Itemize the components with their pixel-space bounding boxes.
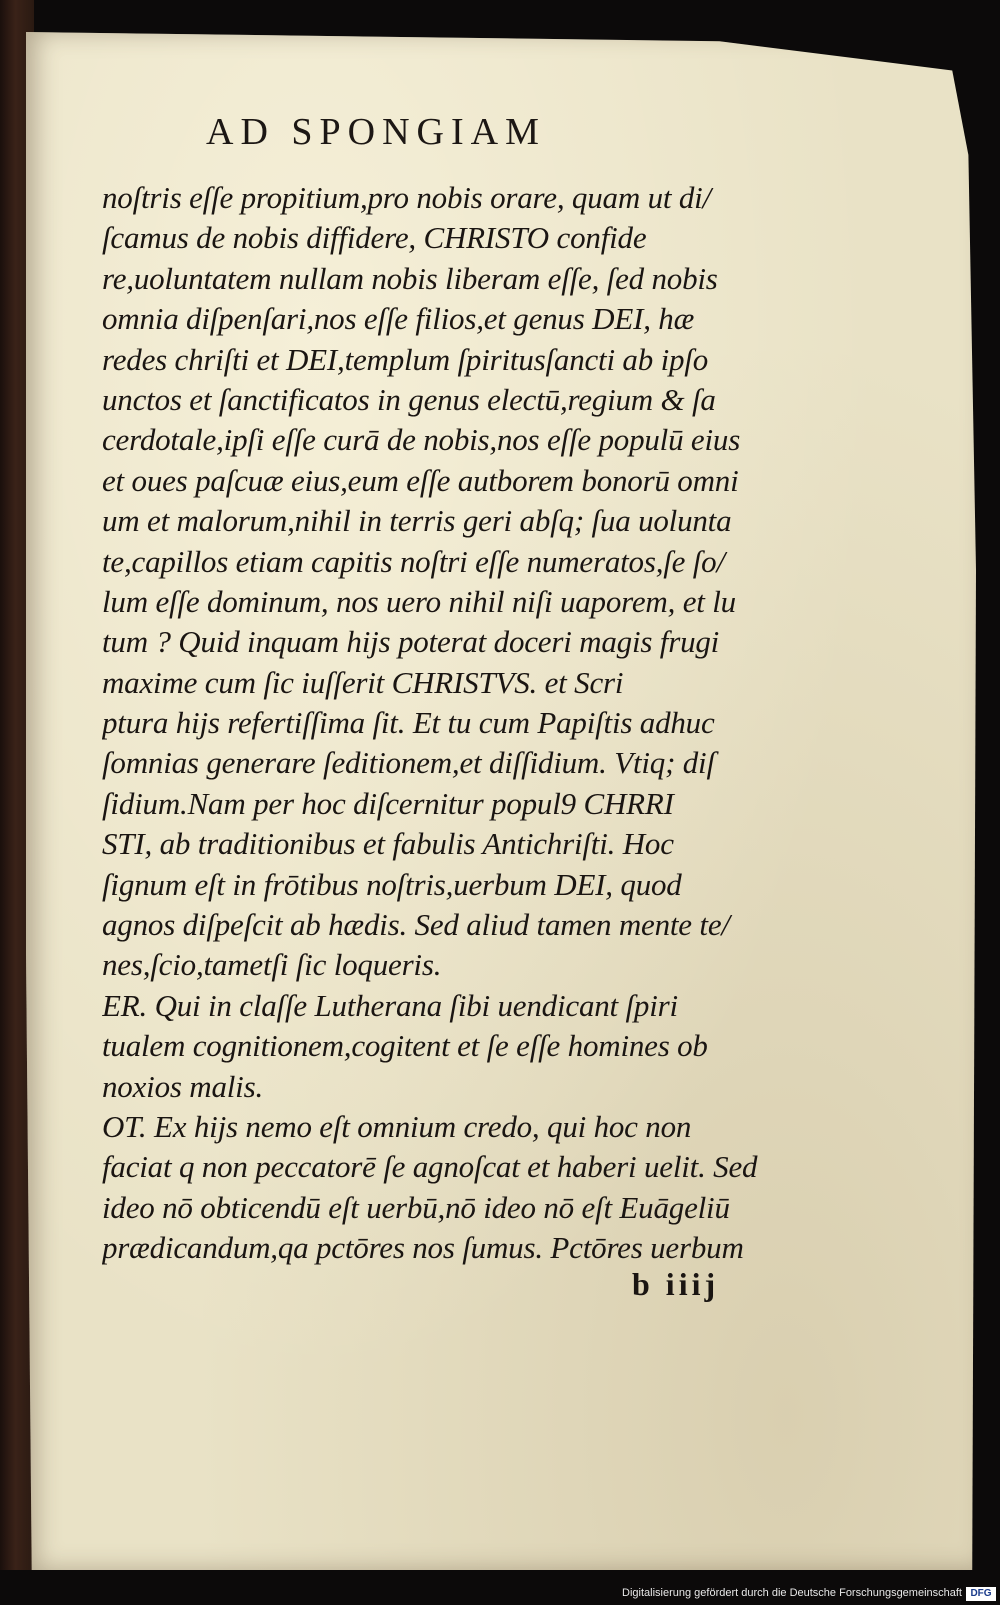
digitization-credit: Digitalisierung gefördert durch die Deutsche Forschungsgemeinschaft <box>622 1587 962 1599</box>
text-line: ſcamus de nobis diffidere, CHRISTO confide <box>102 220 647 256</box>
text-line: et oues paſcuæ eius,eum eſſe autborem bonorū omni <box>102 462 739 498</box>
body-text <box>102 178 802 1269</box>
signature-mark: b iiij <box>632 1266 720 1302</box>
running-title: AD SPONGIAM <box>206 111 546 153</box>
text-line: noſtris eſſe propitium,pro nobis orare, quam ut di/ <box>102 180 711 215</box>
text-line: ſignum eſt in frōtibus noſtris,uerbum DEI, quod <box>102 866 682 902</box>
text-line: lum eſſe dominum, nos uero nihil niſi uaporem, et lu <box>102 583 736 619</box>
text-line: redes chriſti et DEI,templum ſpiritusſancti ab ipſo <box>102 341 709 377</box>
text-line: STI, ab traditionibus et fabulis Antichriſti. Hoc <box>102 826 674 862</box>
text-line: ptura hijs refertiſſima ſit. Et tu cum Papiſtis adhuc <box>102 705 715 741</box>
text-line: ſomnias generare ſeditionem,et diſſidium. Vtiq; diſ <box>102 745 715 781</box>
text-line: tum ? Quid inquam hijs poterat doceri magis frugi <box>102 624 720 660</box>
text-line: tualem cognitionem,cogitent et ſe eſſe homines ob <box>102 1028 708 1064</box>
text-line: cerdotale,ipſi eſſe curā de nobis,nos eſſe populū eius <box>102 422 741 458</box>
text-line: noxios malis. <box>102 1068 264 1104</box>
text-line: prædicandum,qa pctōres nos ſumus. Pctōres uerbum <box>102 1230 744 1266</box>
text-line: ideo nō obticendū eſt uerbū,nō ideo nō eſt Euāgeliū <box>102 1189 730 1225</box>
text-line: ER. Qui in claſſe Lutherana ſibi uendicant ſpiri <box>102 987 678 1023</box>
text-line: maxime cum ſic iuſſerit CHRISTVS. et Scri <box>102 664 624 700</box>
text-line: te,capillos etiam capitis noſtri eſſe numeratos,ſe ſo/ <box>102 543 725 579</box>
text-line: agnos diſpeſcit ab hædis. Sed aliud tamen mente te/ <box>102 907 730 943</box>
text-line: nes,ſcio,tametſi ſic loqueris. <box>102 947 442 983</box>
text-line: faciat q non peccatorē ſe agnoſcat et haberi uelit. Sed <box>102 1149 758 1185</box>
dfg-logo: DFG <box>966 1587 996 1601</box>
text-line: re,uoluntatem nullam nobis liberam eſſe, ſed nobis <box>102 260 718 296</box>
text-line: OT. Ex hijs nemo eſt omnium credo, qui hoc non <box>102 1108 692 1144</box>
text-line: um et malorum,nihil in terris geri abſq; ſua uolunta <box>102 503 732 539</box>
text-line: omnia diſpenſari,nos eſſe filios,et genus DEI, hæ <box>102 301 695 337</box>
text-line: ſidium.Nam per hoc diſcernitur popul9 CHRRI <box>102 785 674 821</box>
text-line: unctos et ſanctificatos in genus electū,regium & ſa <box>102 381 716 417</box>
